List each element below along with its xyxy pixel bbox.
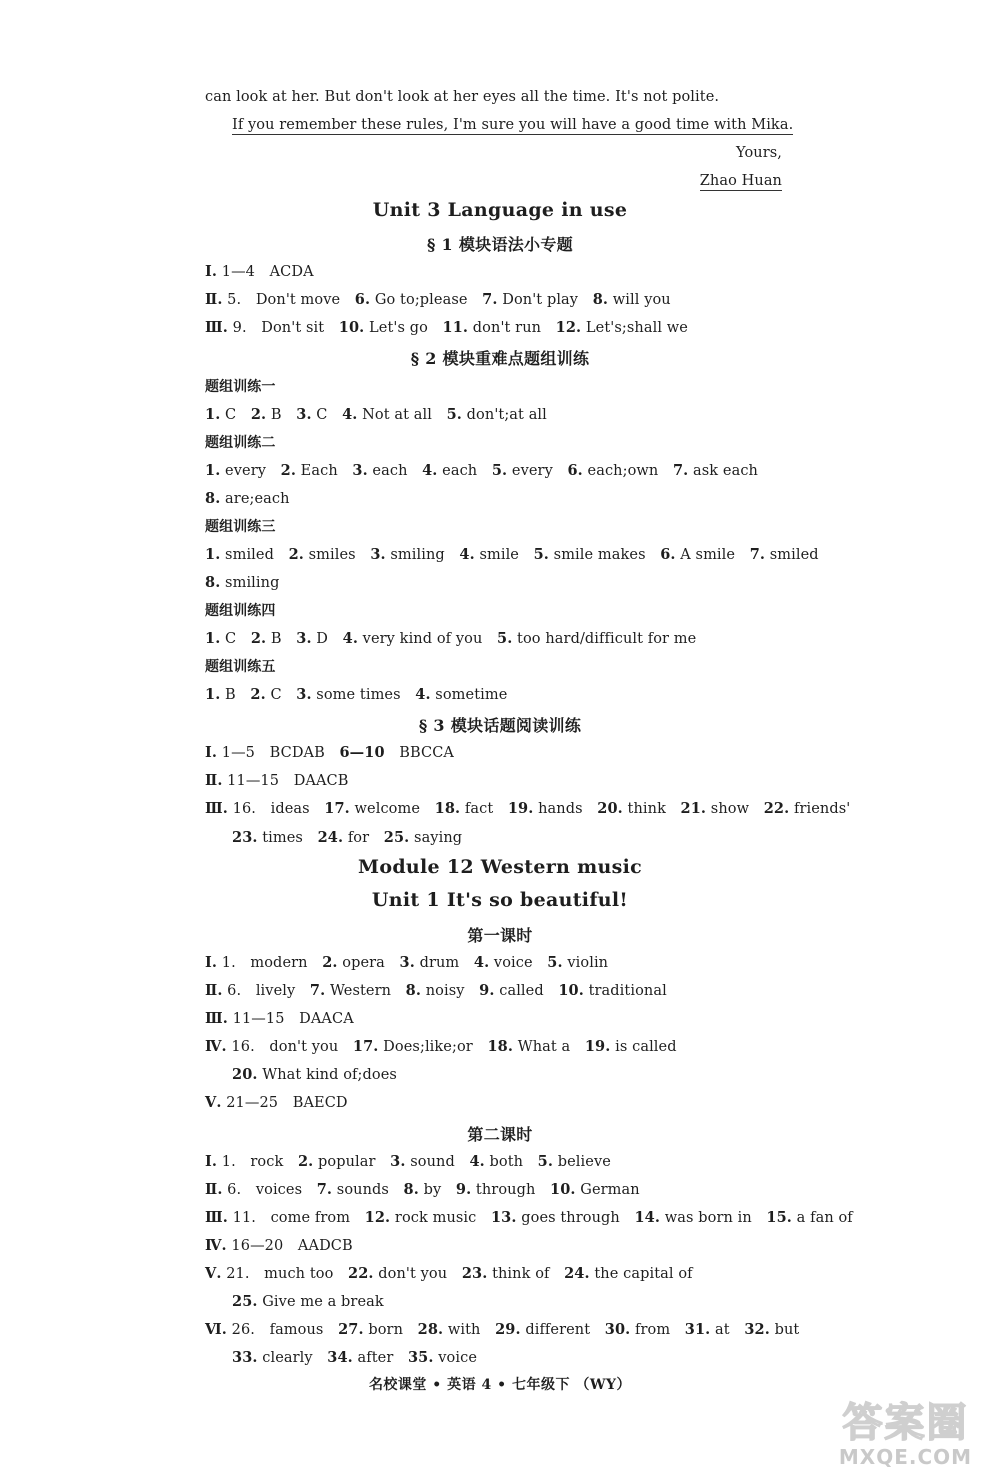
- answer-item: 2. B: [236, 406, 282, 423]
- item-number: Ⅲ.: [205, 1209, 228, 1226]
- item-number: 2.: [266, 462, 296, 479]
- answer-line: [205, 1180, 640, 1200]
- answer-line: [205, 1009, 354, 1029]
- answer-item: BAECD: [278, 1095, 348, 1111]
- item-number: 15.: [751, 1209, 792, 1226]
- answer-item: 4. smile: [444, 546, 519, 563]
- answer-item: Ⅰ. 1.: [205, 954, 236, 971]
- item-number: 29.: [480, 1321, 521, 1338]
- answer-item: 2. Each: [266, 462, 338, 479]
- item-number: Ⅳ.: [205, 1038, 227, 1055]
- answer-line: [205, 629, 696, 649]
- answer-item: 13. goes through: [476, 1209, 620, 1226]
- item-number: 34.: [312, 1349, 353, 1366]
- answer-item: DAACA: [284, 1011, 354, 1027]
- answer-item: Ⅴ. 21.: [205, 1265, 250, 1282]
- answer-item: 31. at: [670, 1321, 730, 1338]
- item-number: 1.: [205, 546, 221, 563]
- answer-item: Ⅱ. 6.: [205, 1181, 242, 1198]
- item-number: 4.: [454, 1153, 485, 1170]
- item-number: 7.: [302, 1181, 333, 1198]
- item-number: 17.: [338, 1038, 379, 1055]
- answer-item: 3. drum: [384, 954, 460, 971]
- answer-item: 10. traditional: [543, 982, 667, 999]
- answer-item: 17. welcome: [309, 800, 421, 817]
- section1-title: § 1 模块语法小专题: [427, 235, 573, 254]
- answer-item: 3. some times: [281, 686, 401, 703]
- item-number: 22.: [749, 800, 790, 817]
- answer-item: 25. saying: [369, 829, 463, 846]
- item-number: Ⅱ.: [205, 982, 223, 999]
- item-number: 3.: [337, 462, 368, 479]
- answer-line: [205, 953, 608, 973]
- answer-line: [205, 318, 688, 338]
- item-number: 2.: [235, 686, 266, 703]
- item-number: 3.: [375, 1153, 406, 1170]
- item-number: 32.: [729, 1321, 770, 1338]
- item-number: 8.: [205, 490, 221, 507]
- item-number: 6.: [340, 291, 371, 308]
- item-number: Ⅱ.: [205, 1181, 223, 1198]
- answer-line: [205, 290, 671, 310]
- item-number: 1.: [205, 686, 221, 703]
- item-number: 27.: [323, 1321, 364, 1338]
- item-number: 4.: [407, 462, 438, 479]
- answer-item: 2. popular: [283, 1153, 376, 1170]
- item-number: 4.: [327, 406, 358, 423]
- answer-line: [205, 771, 349, 791]
- group-label: 题组训练三: [205, 519, 276, 535]
- answer-item: rock: [235, 1154, 284, 1170]
- item-number: 5.: [432, 406, 462, 423]
- answer-item: come from: [255, 1210, 351, 1226]
- answer-item: 7. Western: [295, 982, 392, 999]
- answer-item: 2. opera: [307, 954, 385, 971]
- answer-line: [205, 1264, 693, 1284]
- answer-item: 12. Let's;shall we: [541, 319, 688, 336]
- item-number: 28.: [403, 1321, 444, 1338]
- item-number: 12.: [350, 1209, 391, 1226]
- item-number: 18.: [472, 1038, 513, 1055]
- answer-item: 12. rock music: [350, 1209, 477, 1226]
- item-number: 22.: [333, 1265, 374, 1282]
- answer-item: 19. is called: [570, 1038, 677, 1055]
- group-label: 题组训练二: [205, 435, 276, 451]
- answer-item: Ⅰ. 1—5: [205, 744, 255, 761]
- answer-item: 20. What kind of;does: [232, 1066, 397, 1083]
- answer-item: modern: [235, 955, 308, 971]
- item-number: 3.: [281, 406, 312, 423]
- answer-item: ACDA: [255, 264, 314, 280]
- answer-item: BBCCA: [384, 745, 454, 761]
- answer-item: Ⅴ. 21—25: [205, 1094, 279, 1111]
- item-number: 2.: [236, 630, 267, 647]
- item-number: 5.: [477, 462, 508, 479]
- answer-item: 28. with: [403, 1321, 481, 1338]
- watermark-text: MXQE.COM: [838, 1445, 973, 1469]
- answer-item: 3. sound: [375, 1153, 455, 1170]
- item-number: 6.: [645, 546, 676, 563]
- answer-item: 3. each: [337, 462, 408, 479]
- module12-unit1-title: Unit 1 It's so beautiful!: [371, 889, 629, 911]
- answer-item: 6. A smile: [645, 546, 736, 563]
- watermark-glyphs: 答案圈: [842, 1400, 969, 1446]
- answer-line: [232, 828, 462, 848]
- answer-item: 22. don't you: [333, 1265, 448, 1282]
- answer-item: 3. D: [281, 630, 329, 647]
- item-number: 7.: [295, 982, 326, 999]
- answer-item: 19. hands: [493, 800, 583, 817]
- underlined-sentence: If you remember these rules, I'm sure you will have a good time with Mika.: [232, 117, 794, 133]
- answer-item: 8. noisy: [391, 982, 465, 999]
- answer-item: 8. by: [388, 1181, 442, 1198]
- item-number: Ⅵ.: [205, 1321, 227, 1338]
- answer-item: 1. smiled: [205, 546, 274, 563]
- answer-item: 7. ask each: [658, 462, 758, 479]
- item-number: Ⅰ.: [205, 263, 218, 280]
- answer-item: 15. a fan of: [751, 1209, 853, 1226]
- answer-line: [205, 1208, 853, 1228]
- item-number: 12.: [541, 319, 582, 336]
- answer-item: Ⅱ. 5.: [205, 291, 242, 308]
- page-footer: 名校课堂 • 英语 4 • 七年级下 （WY）: [368, 1377, 632, 1393]
- answer-line: [205, 981, 667, 1001]
- answer-item: 1. C: [205, 630, 237, 647]
- answer-item: Don't sit: [246, 320, 325, 336]
- item-number: 18.: [420, 800, 461, 817]
- answer-item: 4. each: [407, 462, 478, 479]
- answer-item: 20. think: [582, 800, 666, 817]
- watermark-logo: [828, 1385, 983, 1469]
- answer-item: 3. C: [281, 406, 328, 423]
- item-number: 23.: [232, 829, 258, 846]
- item-number: 7.: [735, 546, 766, 563]
- answer-item: BCDAB: [255, 745, 325, 761]
- item-number: 4.: [328, 630, 358, 647]
- answer-line: [205, 573, 279, 593]
- signature-text: Zhao Huan: [699, 173, 782, 189]
- item-number: Ⅳ.: [205, 1237, 227, 1254]
- item-number: 6—10: [324, 744, 385, 761]
- section3-title: § 3 模块话题阅读训练: [418, 716, 582, 735]
- item-number: Ⅲ.: [205, 319, 228, 336]
- answer-item: 4. both: [454, 1153, 524, 1170]
- answer-item: 18. fact: [420, 800, 494, 817]
- item-number: Ⅱ.: [205, 772, 223, 789]
- lesson1-title: 第一课时: [467, 926, 533, 945]
- item-number: Ⅲ.: [205, 1010, 228, 1027]
- answer-line: [205, 489, 290, 509]
- item-number: Ⅴ.: [205, 1094, 222, 1111]
- letter-line-2: [232, 115, 793, 135]
- answer-line: [205, 1152, 611, 1172]
- answer-item: 22. friends': [749, 800, 851, 817]
- answer-item: 11. don't run: [427, 319, 542, 336]
- item-number: 10.: [535, 1181, 576, 1198]
- answer-line: [205, 262, 314, 282]
- item-number: 31.: [670, 1321, 711, 1338]
- group-label: 题组训练五: [205, 659, 276, 675]
- answer-item: [325, 745, 385, 761]
- group-label: 题组训练一: [205, 379, 276, 395]
- answer-item: Ⅰ. 1—4: [205, 263, 255, 280]
- answer-item: 4. very kind of you: [328, 630, 483, 647]
- answer-item: 5. too hard/difficult for me: [482, 630, 697, 647]
- answer-item: 9. through: [441, 1181, 536, 1198]
- item-number: 20.: [232, 1066, 258, 1083]
- item-number: 17.: [309, 800, 350, 817]
- item-number: 8.: [205, 574, 221, 591]
- answer-item: 7. smiled: [735, 546, 819, 563]
- item-number: 25.: [369, 829, 410, 846]
- item-number: 10.: [543, 982, 584, 999]
- answer-item: 8. are;each: [205, 490, 290, 507]
- item-number: 3.: [281, 630, 312, 647]
- item-number: 3.: [355, 546, 386, 563]
- item-number: 3.: [281, 686, 312, 703]
- item-number: 6.: [552, 462, 583, 479]
- answer-line: [205, 743, 454, 763]
- answer-item: 25. Give me a break: [232, 1293, 384, 1310]
- answer-item: 23. times: [232, 829, 303, 846]
- answer-item: 24. for: [302, 829, 370, 846]
- item-number: 1.: [205, 406, 221, 423]
- answer-item: 5. every: [477, 462, 553, 479]
- item-number: 13.: [476, 1209, 517, 1226]
- answer-item: 30. from: [590, 1321, 671, 1338]
- answer-item: 10. Let's go: [324, 319, 428, 336]
- item-number: 2.: [273, 546, 304, 563]
- unit3-title: Unit 3 Language in use: [372, 199, 628, 221]
- answer-line: [205, 1320, 799, 1340]
- answer-line: [205, 685, 507, 705]
- item-number: 19.: [570, 1038, 611, 1055]
- answer-item: 7. sounds: [302, 1181, 389, 1198]
- item-number: 8.: [388, 1181, 419, 1198]
- item-number: 33.: [232, 1349, 258, 1366]
- answer-item: famous: [255, 1322, 324, 1338]
- item-number: 20.: [582, 800, 623, 817]
- answer-item: 27. born: [323, 1321, 404, 1338]
- item-number: 25.: [232, 1293, 258, 1310]
- answer-item: 2. C: [235, 686, 282, 703]
- answer-item: Ⅱ. 6.: [205, 982, 242, 999]
- item-number: 5.: [519, 546, 549, 563]
- answer-item: 3. smiling: [355, 546, 445, 563]
- answer-line: [205, 545, 819, 565]
- item-number: 8.: [391, 982, 422, 999]
- item-number: 30.: [590, 1321, 631, 1338]
- answer-item: Ⅳ. 16—20: [205, 1237, 284, 1254]
- item-number: 1.: [205, 462, 221, 479]
- answer-item: Ⅲ. 11.: [205, 1209, 256, 1226]
- answer-line: [232, 1065, 397, 1085]
- answer-item: Ⅲ. 11—15: [205, 1010, 285, 1027]
- answer-item: Don't move: [241, 292, 341, 308]
- answer-item: 29. different: [480, 1321, 591, 1338]
- answer-item: 10. German: [535, 1181, 640, 1198]
- lesson2-title: 第二课时: [467, 1125, 533, 1144]
- item-number: 11.: [427, 319, 469, 336]
- item-number: Ⅰ.: [205, 954, 218, 971]
- answer-item: ideas: [255, 801, 310, 817]
- item-number: Ⅲ.: [205, 800, 228, 817]
- item-number: 24.: [549, 1265, 590, 1282]
- answer-line: [232, 1292, 384, 1312]
- letter-signature: [700, 171, 782, 191]
- item-number: 5.: [482, 630, 513, 647]
- item-number: 4.: [444, 546, 475, 563]
- answer-item: 32. but: [729, 1321, 800, 1338]
- answer-item: 5. smile makes: [519, 546, 646, 563]
- answer-item: Ⅲ. 16.: [205, 800, 256, 817]
- answer-item: don't you: [254, 1039, 339, 1055]
- answer-item: AADCB: [283, 1238, 353, 1254]
- answer-item: 18. What a: [472, 1038, 571, 1055]
- answer-line: [205, 1037, 677, 1057]
- answer-item: Ⅱ. 11—15: [205, 772, 280, 789]
- item-number: Ⅴ.: [205, 1265, 222, 1282]
- answer-item: 6. each;own: [552, 462, 659, 479]
- answer-item: 5. believe: [523, 1153, 611, 1170]
- group-label: 题组训练四: [205, 603, 276, 619]
- letter-line-1: can look at her. But don't look at her eyes all the time. It's not polite.: [205, 89, 720, 105]
- item-number: 23.: [447, 1265, 488, 1282]
- answer-item: 5. don't;at all: [432, 406, 547, 423]
- answer-item: Ⅰ. 1.: [205, 1153, 236, 1170]
- item-number: 19.: [493, 800, 534, 817]
- answer-item: 8. will you: [578, 291, 671, 308]
- item-number: 2.: [283, 1153, 314, 1170]
- item-number: 1.: [205, 630, 221, 647]
- answer-line: [205, 461, 758, 481]
- answer-item: 7. Don't play: [467, 291, 579, 308]
- item-number: 7.: [467, 291, 498, 308]
- answer-item: Ⅲ. 9.: [205, 319, 247, 336]
- answer-item: Ⅳ. 16.: [205, 1038, 255, 1055]
- answer-line: [205, 1236, 353, 1256]
- answer-item: 21. show: [665, 800, 750, 817]
- answer-item: 4. sometime: [400, 686, 508, 703]
- answer-item: 1. B: [205, 686, 236, 703]
- item-number: 21.: [665, 800, 707, 817]
- item-number: 9.: [441, 1181, 472, 1198]
- answer-line: [205, 1093, 348, 1113]
- answer-item: 6. Go to;please: [340, 291, 468, 308]
- answer-item: 9. called: [464, 982, 544, 999]
- item-number: 10.: [324, 319, 365, 336]
- answer-item: 4. voice: [459, 954, 533, 971]
- item-number: 35.: [393, 1349, 434, 1366]
- answer-item: DAACB: [279, 773, 349, 789]
- answer-item: 1. C: [205, 406, 237, 423]
- answer-line: [205, 405, 547, 425]
- answer-item: 24. the capital of: [549, 1265, 693, 1282]
- item-number: Ⅱ.: [205, 291, 223, 308]
- answer-item: lively: [241, 983, 296, 999]
- item-number: 7.: [658, 462, 689, 479]
- answer-item: 8. smiling: [205, 574, 280, 591]
- item-number: 3.: [384, 954, 415, 971]
- answer-item: 4. Not at all: [327, 406, 433, 423]
- answer-item: voices: [241, 1182, 303, 1198]
- item-number: 4.: [400, 686, 431, 703]
- item-number: 2.: [236, 406, 267, 423]
- answer-item: 1. every: [205, 462, 267, 479]
- item-number: 24.: [302, 829, 344, 846]
- item-number: 8.: [578, 291, 609, 308]
- section2-title: § 2 模块重难点题组训练: [410, 349, 590, 368]
- answer-item: much too: [249, 1266, 334, 1282]
- module12-title: Module 12 Western music: [358, 856, 642, 878]
- item-number: 4.: [459, 954, 490, 971]
- letter-closing: Yours,: [736, 145, 782, 161]
- answer-item: 33. clearly: [232, 1349, 313, 1366]
- item-number: Ⅰ.: [205, 1153, 218, 1170]
- answer-item: 23. think of: [447, 1265, 550, 1282]
- answer-item: 35. voice: [393, 1349, 478, 1366]
- item-number: 2.: [307, 954, 338, 971]
- item-number: 5.: [523, 1153, 554, 1170]
- answer-item: 5. violin: [532, 954, 609, 971]
- answer-line: [205, 799, 850, 819]
- answer-item: 14. was born in: [619, 1209, 752, 1226]
- answer-line: [232, 1348, 477, 1368]
- answer-item: 34. after: [312, 1349, 394, 1366]
- answer-item: 17. Does;like;or: [338, 1038, 473, 1055]
- answer-item: 2. smiles: [273, 546, 356, 563]
- item-number: 5.: [532, 954, 563, 971]
- item-number: 9.: [464, 982, 495, 999]
- answer-item: Ⅵ. 26.: [205, 1321, 255, 1338]
- item-number: 14.: [619, 1209, 661, 1226]
- answer-item: 2. B: [236, 630, 282, 647]
- item-number: Ⅰ.: [205, 744, 218, 761]
